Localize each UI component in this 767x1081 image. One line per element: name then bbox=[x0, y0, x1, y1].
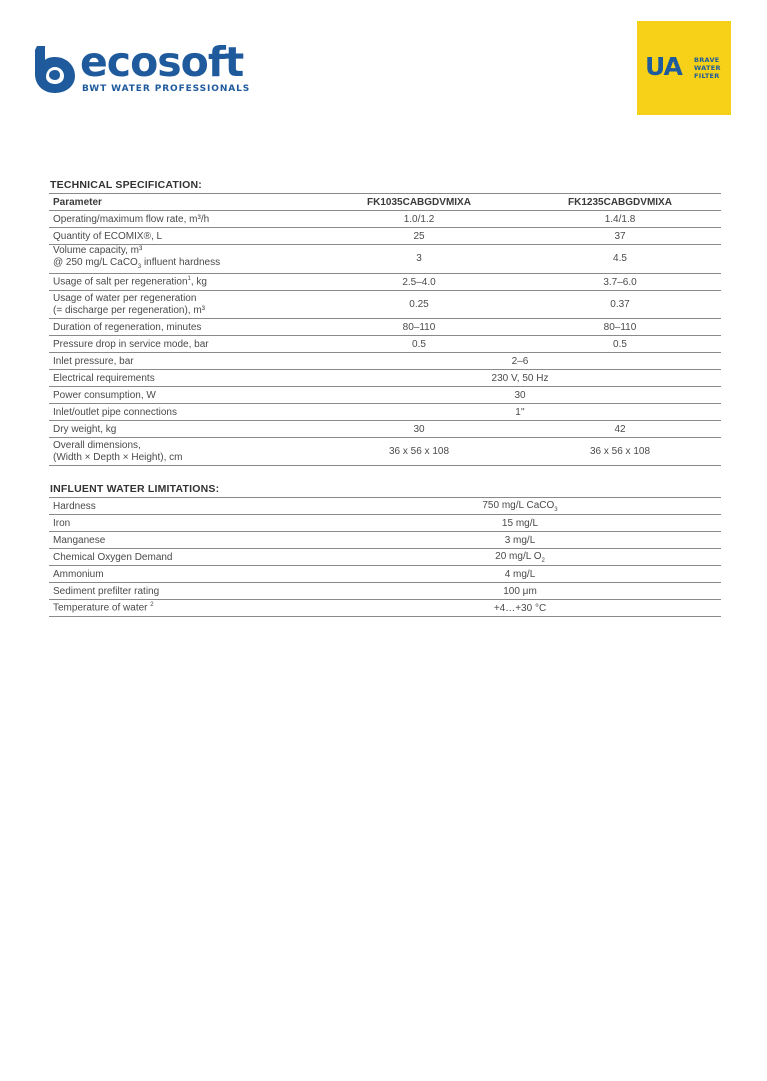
cell-value-text: 750 mg/L CaCO bbox=[482, 499, 555, 511]
row-label: Ammonium bbox=[49, 566, 319, 583]
cell-value-text: 20 mg/L O bbox=[495, 550, 542, 562]
table-row bbox=[49, 353, 721, 370]
table-row bbox=[49, 532, 721, 549]
cell-value: 2.5–4.0 bbox=[319, 274, 519, 291]
row-label-line: Volume capacity, m³ bbox=[53, 245, 143, 256]
row-label: Duration of regeneration, minutes bbox=[49, 319, 319, 336]
brand-name: ecosoft bbox=[80, 38, 244, 86]
cell-value: 25 bbox=[319, 228, 519, 245]
row-label bbox=[49, 245, 319, 274]
cell-value-merged: 2–6 bbox=[319, 353, 721, 370]
header-model-2: FK1235CABGDVMIXA bbox=[519, 194, 721, 211]
row-label-line: Overall dimensions, bbox=[53, 439, 141, 451]
table-row bbox=[49, 498, 721, 515]
footnote-marker: 1 bbox=[187, 276, 191, 283]
subscript: 2 bbox=[541, 557, 545, 564]
row-label-text: , kg bbox=[190, 276, 207, 288]
table-row bbox=[49, 387, 721, 404]
row-label-line: influent hardness bbox=[141, 257, 221, 268]
subscript: 3 bbox=[554, 506, 558, 513]
table-row bbox=[49, 336, 721, 353]
cell-value: 15 mg/L bbox=[319, 515, 721, 532]
cell-value: 1.0/1.2 bbox=[319, 211, 519, 228]
row-label: Quantity of ECOMIX®, L bbox=[49, 228, 319, 245]
row-label-line: (= discharge per regeneration), m³ bbox=[53, 304, 206, 316]
badge-line: FILTER bbox=[694, 72, 720, 80]
cell-value: +4…+30 °C bbox=[319, 600, 721, 617]
table-row bbox=[49, 566, 721, 583]
row-label-line: (Width × Depth × Height), cm bbox=[53, 451, 183, 463]
table-row bbox=[49, 421, 721, 438]
table-row bbox=[49, 370, 721, 387]
cell-value-merged: 1'' bbox=[319, 404, 721, 421]
cell-value bbox=[319, 549, 721, 566]
table-row bbox=[49, 291, 721, 319]
water-drop-logo-icon bbox=[33, 44, 77, 94]
cell-value: 4 mg/L bbox=[319, 566, 721, 583]
cell-value: 36 x 56 x 108 bbox=[319, 438, 519, 466]
row-label bbox=[49, 291, 319, 319]
brave-water-filter-badge bbox=[637, 21, 731, 115]
table-row bbox=[49, 319, 721, 336]
row-label: Sediment prefilter rating bbox=[49, 583, 319, 600]
table-row bbox=[49, 438, 721, 466]
ecosoft-logo bbox=[33, 38, 263, 98]
row-label: Pressure drop in service mode, bar bbox=[49, 336, 319, 353]
influent-table bbox=[49, 497, 721, 617]
cell-value: 0.25 bbox=[319, 291, 519, 319]
row-label: Chemical Oxygen Demand bbox=[49, 549, 319, 566]
spec-table bbox=[49, 193, 721, 466]
cell-value: 3 mg/L bbox=[319, 532, 721, 549]
row-label: Electrical requirements bbox=[49, 370, 319, 387]
table-row bbox=[49, 211, 721, 228]
row-label: Operating/maximum flow rate, m³/h bbox=[49, 211, 319, 228]
row-label-line: Usage of water per regeneration bbox=[53, 292, 197, 304]
cell-value-merged: 230 V, 50 Hz bbox=[319, 370, 721, 387]
cell-value-merged: 30 bbox=[319, 387, 721, 404]
spec-title: TECHNICAL SPECIFICATION: bbox=[50, 179, 202, 191]
cell-value: 1.4/1.8 bbox=[519, 211, 721, 228]
row-label: Inlet pressure, bar bbox=[49, 353, 319, 370]
row-label-line: @ 250 mg/L CaCO bbox=[53, 257, 138, 268]
table-row bbox=[49, 404, 721, 421]
row-label: Iron bbox=[49, 515, 319, 532]
row-label bbox=[49, 274, 319, 291]
cell-value: 0.5 bbox=[319, 336, 519, 353]
cell-value: 100 μm bbox=[319, 583, 721, 600]
subscript: 3 bbox=[137, 264, 142, 270]
row-label bbox=[49, 438, 319, 466]
row-label: Inlet/outlet pipe connections bbox=[49, 404, 319, 421]
badge-text bbox=[694, 56, 721, 80]
table-header-row bbox=[49, 194, 721, 211]
row-label: Dry weight, kg bbox=[49, 421, 319, 438]
row-label-text: Usage of salt per regeneration bbox=[53, 276, 188, 288]
row-label-text: Temperature of water bbox=[53, 602, 148, 614]
cell-value: 80–110 bbox=[519, 319, 721, 336]
cell-value: 4.5 bbox=[519, 245, 721, 274]
row-label: Manganese bbox=[49, 532, 319, 549]
cell-value: 37 bbox=[519, 228, 721, 245]
row-label: Hardness bbox=[49, 498, 319, 515]
cell-value: 36 x 56 x 108 bbox=[519, 438, 721, 466]
badge-mark: UA bbox=[645, 52, 682, 81]
footnote-marker: 2 bbox=[150, 602, 154, 609]
table-row bbox=[49, 549, 721, 566]
row-label: Power consumption, W bbox=[49, 387, 319, 404]
influent-title: INFLUENT WATER LIMITATIONS: bbox=[50, 483, 220, 495]
table-row bbox=[49, 245, 721, 274]
badge-line: WATER bbox=[694, 64, 721, 72]
badge-line: BRAVE bbox=[694, 56, 720, 64]
cell-value: 0.5 bbox=[519, 336, 721, 353]
table-row bbox=[49, 274, 721, 291]
table-row bbox=[49, 228, 721, 245]
cell-value: 80–110 bbox=[319, 319, 519, 336]
cell-value: 42 bbox=[519, 421, 721, 438]
header-model-1: FK1035CABGDVMIXA bbox=[319, 194, 519, 211]
cell-value: 0.37 bbox=[519, 291, 721, 319]
table-row bbox=[49, 515, 721, 532]
table-row bbox=[49, 583, 721, 600]
cell-value bbox=[319, 498, 721, 515]
cell-value: 3 bbox=[319, 245, 519, 274]
row-label bbox=[49, 600, 319, 617]
cell-value: 3.7–6.0 bbox=[519, 274, 721, 291]
brand-tagline: BWT WATER PROFESSIONALS bbox=[82, 84, 251, 94]
header-parameter: Parameter bbox=[49, 194, 319, 211]
table-row bbox=[49, 600, 721, 617]
cell-value: 30 bbox=[319, 421, 519, 438]
